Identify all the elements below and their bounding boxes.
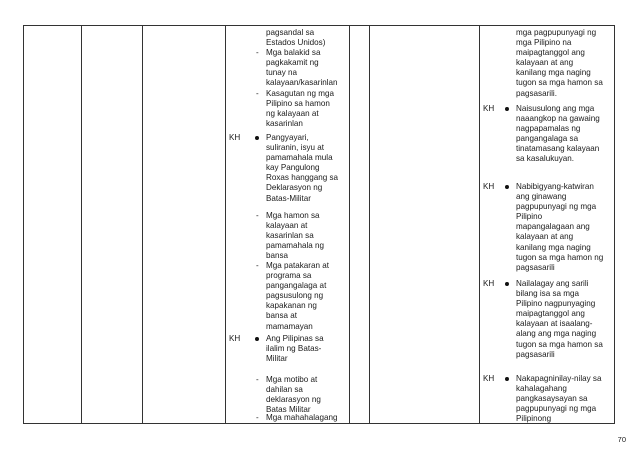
entry-text: Kasagutan ng mga Pilipino sa hamon ng kalayaan at kasarinlan bbox=[266, 89, 334, 129]
entry-text: Ang Pilipinas sa ilalim ng Batas- Militar bbox=[266, 334, 324, 364]
column-divider bbox=[369, 25, 370, 424]
content-entry bbox=[516, 279, 612, 360]
column-divider bbox=[142, 25, 143, 424]
content-entry bbox=[266, 133, 348, 204]
entry-text: mga pagpupunyagi ng mga Pilipino na maipagtanggol ang kalayaan at ang kanilang mga naging tugon sa mga hamon sa pagsasarili. bbox=[516, 28, 603, 98]
dash-marker: - bbox=[256, 89, 259, 98]
content-entry bbox=[266, 334, 348, 364]
dash-marker: - bbox=[256, 211, 259, 220]
entry-text: Mga balakid sa pagkakamit ng tunay na kalayaan/kasarinlan bbox=[266, 48, 338, 88]
entry-text: Mga motibo at dahilan sa deklarasyon ng Batas Militar bbox=[266, 375, 321, 415]
table-border-right bbox=[614, 25, 615, 424]
entry-text: Nakapagninilay-nilay sa kahalagahang pangkasaysayan sa pagpupunyagi ng mga Pilipinong bbox=[516, 374, 602, 424]
content-entry bbox=[256, 211, 348, 261]
content-entry bbox=[256, 413, 348, 423]
content-entry bbox=[256, 48, 348, 88]
bullet-icon bbox=[505, 282, 509, 286]
column-divider bbox=[225, 25, 226, 424]
dash-marker: - bbox=[256, 261, 259, 270]
column-divider bbox=[349, 25, 350, 424]
dash-marker: - bbox=[256, 375, 259, 384]
table-border-top bbox=[23, 25, 615, 26]
content-entry bbox=[516, 182, 612, 273]
content-entry bbox=[256, 375, 348, 415]
entry-text: pagsandal sa Estados Unidos) bbox=[266, 28, 326, 48]
content-entry bbox=[516, 28, 612, 99]
page-number: 70 bbox=[617, 435, 626, 444]
entry-text: Mga patakaran at programa sa pangangalaga at pagsusulong ng kapakanan ng bansa at mamamayan bbox=[266, 261, 329, 331]
bullet-icon bbox=[505, 107, 509, 111]
code-label: KH bbox=[483, 374, 495, 383]
entry-text: Mga mahahalagang bbox=[266, 413, 338, 422]
entry-text: Pangyayari, suliranin, isyu at pamamahala mula kay Pangulong Roxas hanggang sa Deklarasyon ng Batas-Militar bbox=[266, 133, 338, 203]
bullet-icon bbox=[505, 185, 509, 189]
code-label: KH bbox=[483, 104, 495, 113]
bullet-icon bbox=[255, 337, 259, 341]
dash-marker: - bbox=[256, 413, 259, 422]
entry-text: Mga hamon sa kalayaan at kasarinlan sa pamamahala ng bansa bbox=[266, 211, 325, 261]
code-label: KH bbox=[229, 334, 241, 343]
content-entry bbox=[516, 374, 612, 424]
content-entry bbox=[256, 261, 348, 332]
dash-marker: - bbox=[256, 48, 259, 57]
content-entry bbox=[256, 89, 348, 129]
column-divider bbox=[479, 25, 480, 424]
content-entry bbox=[516, 104, 612, 165]
content-entry bbox=[266, 28, 348, 48]
code-label: KH bbox=[483, 182, 495, 191]
entry-text: Naisusulong ang mga naaangkop na gawaing nagpapamalas ng pangangalaga sa tinatamasang kalayaan sa kasalukuyan. bbox=[516, 104, 600, 164]
bullet-icon bbox=[505, 377, 509, 381]
column-divider bbox=[81, 25, 82, 424]
code-label: KH bbox=[483, 279, 495, 288]
table-border-left bbox=[23, 25, 24, 424]
entry-text: Nabibigyang-katwiran ang ginawang pagpupunyagi ng mga Pilipino mapangalagaan ang kalayaan at ang kanilang mga naging tugon sa mga hamon ng pagsasarili bbox=[516, 182, 604, 272]
entry-text: Nailalagay ang sarili bilang isa sa mga Pilipino nagpunyaging maipagtanggol ang kalayaan at isaalang- alang ang mga naging tugon sa mga hamon sa pagsasarili bbox=[516, 279, 603, 359]
bullet-icon bbox=[255, 136, 259, 140]
code-label: KH bbox=[229, 133, 241, 142]
